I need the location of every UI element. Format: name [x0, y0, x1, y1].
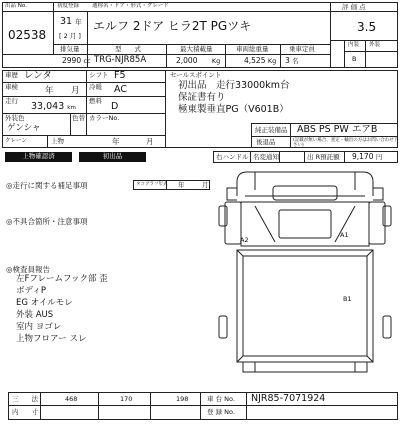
footer-div-2 — [98, 392, 99, 420]
truck-diagram — [215, 166, 395, 376]
col-div-3 — [225, 44, 226, 68]
damage-mark-a1: A1 — [340, 231, 349, 239]
exterior-color-value: ゲンシャ — [7, 123, 41, 133]
model-value: TRG-NJR85A — [94, 55, 147, 65]
footer-div-1 — [40, 392, 41, 420]
grade-label-line — [330, 11, 398, 12]
gross-value: 4,525 Kg — [244, 56, 277, 65]
first-reg-label: 初度登録 — [57, 3, 80, 9]
specs-row-4 — [2, 135, 165, 136]
damage-mark-b1: B1 — [343, 295, 352, 303]
name-grade-label: 通称名・ドア・形式・グレード — [92, 3, 169, 9]
ac-label: 冷暖 — [89, 83, 102, 91]
grade-sub-line2 — [344, 51, 398, 52]
inspector-line-2: ボディP — [16, 286, 46, 296]
inspector-line-3: EG オイルモレ — [16, 298, 73, 308]
chassis-label: 車 台 No. — [207, 395, 235, 403]
model-label: 型 式 — [115, 45, 141, 53]
specs-row-2 — [2, 96, 165, 97]
tacho-month-unit: 月 — [202, 181, 209, 189]
lot-label-line — [2, 11, 54, 12]
dim-height: 198 — [176, 395, 189, 403]
header-top-line — [54, 11, 330, 12]
sales-point-3: 極東製垂直PG（V601B） — [178, 104, 289, 115]
inspector-line-1: 左Fフレームフック部 歪 — [16, 274, 108, 284]
capacity-value: 3 名 — [285, 56, 299, 65]
footer-div-4 — [200, 392, 201, 420]
equipment-divider2 — [290, 123, 291, 148]
car-name: エルフ 2ドア ヒラ2T PGツキ — [93, 19, 252, 33]
exterior-color-label: 外装色 — [5, 114, 25, 122]
lot-divider — [53, 2, 54, 54]
dim-length: 468 — [65, 395, 78, 403]
gross-label: 車両総重量 — [236, 45, 269, 53]
specs-color-divider — [70, 113, 71, 135]
inspection-month-unit: 月 — [71, 86, 80, 96]
recycle-label: 出 R預託額 — [307, 153, 340, 161]
damage-mark-a2: A2 — [240, 236, 249, 244]
dim-width: 170 — [120, 395, 133, 403]
fuel-label: 燃料 — [89, 97, 102, 105]
recycle-value: 9,170 円 — [352, 152, 383, 161]
category-label: 車歴 — [5, 71, 18, 79]
equipment-mid-line — [251, 136, 398, 137]
capacity-label: 乗車定員 — [289, 45, 315, 53]
inner-dims-label: 内 寸 — [12, 408, 38, 416]
handle-side: 右ハンドル — [216, 153, 249, 161]
specs-mid-divider — [165, 70, 166, 148]
reg-no-label: 登 録 No. — [207, 408, 235, 416]
mileage-value: 33,043 km — [31, 101, 76, 112]
inspection-year-unit: 年 — [45, 86, 54, 96]
handle-div-3 — [304, 151, 305, 163]
year-divider — [87, 11, 88, 44]
tacho-year-unit: 年 — [178, 181, 185, 189]
grade-label: 評 価 点 — [342, 3, 366, 11]
sales-point-2: 保証書有り — [178, 92, 226, 103]
interior-label: 内装 — [348, 42, 360, 48]
specs-upper-divider — [47, 135, 48, 148]
interior-grade: B — [352, 55, 357, 63]
shift-label: シフト — [89, 71, 109, 79]
disp-label: 排気量 — [60, 45, 80, 53]
lot-bottom-line — [2, 54, 54, 55]
reg-year: 31 年 — [60, 16, 82, 27]
footer-mid-line — [8, 405, 398, 406]
grade-sub-line — [330, 40, 398, 41]
specs-col-divider — [86, 70, 87, 113]
badge-upper-checked: 上物確認済 — [5, 152, 72, 162]
equipment-label: 純正装備品 — [255, 126, 288, 134]
inspection-label: 車検 — [5, 83, 18, 91]
maxload-value: 2,000 Kg — [176, 56, 221, 65]
notice-label: 名変通知 — [253, 153, 279, 161]
defects-label: ◎不具合箇所・注意事項 — [6, 217, 88, 226]
equipment-divider — [251, 123, 252, 148]
upper-year-unit: 年 — [112, 137, 120, 146]
handle-div-2 — [279, 151, 280, 163]
inspector-line-5: 室内 ヨゴレ — [16, 322, 62, 332]
mileage-label: 走行 — [5, 97, 18, 105]
grade-sub-vline — [344, 40, 345, 68]
color-change-label: 色替 — [72, 114, 85, 122]
crane-label: クレーン — [5, 138, 27, 144]
disp-value: 2990 cc — [62, 56, 91, 65]
tacho-label: タコグラフ年式 — [136, 182, 168, 187]
upper-month-unit: 月 — [146, 137, 154, 146]
badge-first-listing: 初出品 — [79, 152, 146, 162]
grade-value: 3.5 — [357, 20, 377, 34]
fuel-value: D — [111, 101, 119, 112]
category-value: レンタ — [24, 70, 52, 81]
sales-points-label: セールスポイント — [170, 71, 222, 79]
specs-colorno-divider — [86, 113, 87, 135]
color-no-label: カラーNo. — [89, 114, 120, 122]
sales-point-1: 初出品 走行33000km台 — [178, 80, 290, 91]
driving-notes-label: ◎走行に関する補足事項 — [6, 181, 88, 190]
equipment-value: ABS PS PW エアB — [297, 124, 378, 135]
lot-number: 02538 — [8, 28, 47, 42]
shift-value: F5 — [114, 70, 126, 81]
footer-div-5 — [246, 392, 247, 420]
exterior-label: 外装 — [369, 42, 381, 48]
attach-label: 後退品 — [256, 138, 276, 146]
reg-month: [ 2 月 ] — [59, 32, 81, 40]
inspector-line-4: 外装 AUS — [16, 310, 54, 320]
upper-label: 上物 — [51, 137, 64, 145]
inspector-label: ◎検査員報告 — [6, 265, 51, 274]
col-div-4 — [280, 44, 281, 68]
lot-label: 出品 No. — [5, 3, 27, 9]
col-div-2 — [166, 44, 167, 68]
chassis-value: NJR85-7071924 — [251, 393, 326, 404]
dims-label: 三 法 — [12, 395, 38, 403]
ac-value: AC — [114, 84, 127, 95]
handle-div-1 — [250, 151, 251, 163]
specs-row-1 — [2, 82, 165, 83]
attach-note: (記載が無い場合、査定・輸出の方はお問い合わせ下さい) — [293, 138, 399, 148]
maxload-label: 最大積載量 — [180, 45, 213, 53]
handle-div-4 — [344, 151, 345, 163]
footer-div-3 — [150, 392, 151, 420]
inspector-line-6: 上物フロアー スレ — [16, 334, 87, 344]
grade-sub-vline2 — [365, 40, 366, 68]
